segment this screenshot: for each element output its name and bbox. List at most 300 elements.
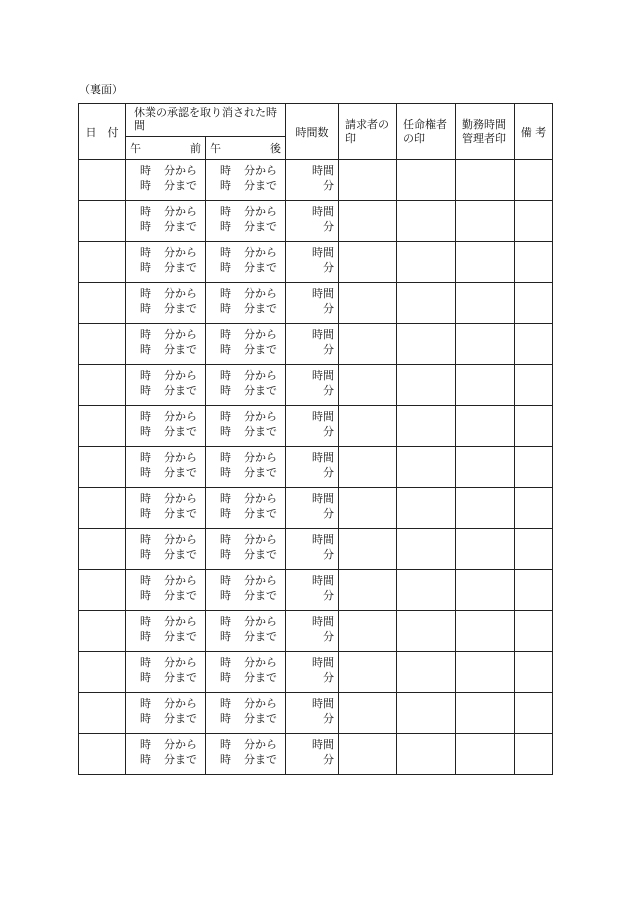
remarks-cell[interactable]: [515, 406, 553, 447]
hour-label: 時: [220, 630, 231, 643]
manager-seal-cell[interactable]: [456, 611, 515, 652]
hour-label: 時: [140, 179, 151, 192]
from-label: 分から: [244, 451, 277, 464]
am-time-cell[interactable]: [126, 693, 206, 734]
manager-seal-cell[interactable]: [456, 693, 515, 734]
to-label: 分まで: [164, 179, 197, 192]
to-label: 分まで: [244, 589, 277, 602]
table-row: [79, 488, 553, 529]
requester-seal-cell[interactable]: [339, 652, 397, 693]
pm-time-cell[interactable]: [206, 570, 286, 611]
table-row: [79, 365, 553, 406]
hours-cell[interactable]: [286, 734, 339, 775]
requester-seal-cell[interactable]: [339, 283, 397, 324]
to-label: 分まで: [164, 261, 197, 274]
header-appointer-seal: 任命権者の印: [397, 104, 456, 160]
hour-label: 時: [220, 656, 231, 669]
requester-seal-cell[interactable]: [339, 406, 397, 447]
requester-seal-cell[interactable]: [339, 570, 397, 611]
am-time-cell[interactable]: [126, 488, 206, 529]
remarks-cell[interactable]: [515, 283, 553, 324]
date-cell[interactable]: [79, 529, 126, 570]
remarks-cell[interactable]: [515, 734, 553, 775]
table-row: [79, 529, 553, 570]
remarks-cell[interactable]: [515, 201, 553, 242]
hours-unit: 時間: [312, 164, 334, 177]
table-row: [79, 693, 553, 734]
to-label: 分まで: [164, 343, 197, 356]
hour-label: 時: [140, 712, 151, 725]
header-remarks: 備 考: [515, 104, 553, 160]
minutes-unit: 分: [323, 712, 334, 725]
pm-time-cell[interactable]: [206, 529, 286, 570]
am-time-cell[interactable]: [126, 406, 206, 447]
hour-label: 時: [220, 712, 231, 725]
requester-seal-cell[interactable]: [339, 734, 397, 775]
minutes-unit: 分: [323, 343, 334, 356]
pm-time-cell[interactable]: [206, 160, 286, 201]
header-pm-2: 後: [270, 142, 281, 155]
to-label: 分まで: [164, 589, 197, 602]
requester-seal-cell[interactable]: [339, 160, 397, 201]
pm-time-cell[interactable]: [206, 611, 286, 652]
hours-unit: 時間: [312, 205, 334, 218]
header-am-1: 午: [130, 142, 141, 155]
requester-seal-cell[interactable]: [339, 242, 397, 283]
from-label: 分から: [164, 533, 197, 546]
pm-time-cell[interactable]: [206, 201, 286, 242]
from-label: 分から: [164, 410, 197, 423]
hour-label: 時: [220, 697, 231, 710]
from-label: 分から: [164, 287, 197, 300]
appointer-seal-cell[interactable]: [397, 652, 456, 693]
pm-time-cell[interactable]: [206, 324, 286, 365]
to-label: 分まで: [164, 384, 197, 397]
from-label: 分から: [244, 492, 277, 505]
am-time-cell[interactable]: [126, 365, 206, 406]
hour-label: 時: [140, 671, 151, 684]
to-label: 分まで: [244, 671, 277, 684]
from-label: 分から: [244, 533, 277, 546]
leave-cancellation-table: [78, 103, 553, 775]
minutes-unit: 分: [323, 589, 334, 602]
minutes-unit: 分: [323, 671, 334, 684]
from-label: 分から: [244, 205, 277, 218]
remarks-cell[interactable]: [515, 160, 553, 201]
hour-label: 時: [140, 589, 151, 602]
minutes-unit: 分: [323, 548, 334, 561]
hour-label: 時: [220, 220, 231, 233]
appointer-seal-cell[interactable]: [397, 324, 456, 365]
to-label: 分まで: [244, 220, 277, 233]
header-pm-1: 午: [210, 142, 221, 155]
hour-label: 時: [220, 328, 231, 341]
requester-seal-cell[interactable]: [339, 324, 397, 365]
am-time-cell[interactable]: [126, 529, 206, 570]
pm-time-cell[interactable]: [206, 365, 286, 406]
to-label: 分まで: [164, 425, 197, 438]
from-label: 分から: [244, 164, 277, 177]
appointer-seal-cell[interactable]: [397, 611, 456, 652]
date-cell[interactable]: [79, 693, 126, 734]
hours-cell[interactable]: [286, 652, 339, 693]
remarks-cell[interactable]: [515, 611, 553, 652]
hour-label: 時: [220, 410, 231, 423]
remarks-cell[interactable]: [515, 447, 553, 488]
remarks-cell[interactable]: [515, 242, 553, 283]
hour-label: 時: [220, 179, 231, 192]
am-time-cell[interactable]: [126, 570, 206, 611]
hour-label: 時: [220, 261, 231, 274]
requester-seal-cell[interactable]: [339, 488, 397, 529]
am-time-cell[interactable]: [126, 734, 206, 775]
to-label: 分まで: [244, 466, 277, 479]
to-label: 分まで: [244, 753, 277, 766]
from-label: 分から: [164, 369, 197, 382]
hour-label: 時: [140, 615, 151, 628]
date-cell[interactable]: [79, 242, 126, 283]
hour-label: 時: [140, 287, 151, 300]
hour-label: 時: [220, 287, 231, 300]
table-row: [79, 283, 553, 324]
hour-label: 時: [220, 164, 231, 177]
date-cell[interactable]: [79, 734, 126, 775]
table-row: [79, 406, 553, 447]
header-am: [126, 137, 206, 160]
table-row: [79, 242, 553, 283]
manager-seal-cell[interactable]: [456, 365, 515, 406]
appointer-seal-cell[interactable]: [397, 570, 456, 611]
to-label: 分まで: [244, 425, 277, 438]
hours-cell[interactable]: [286, 406, 339, 447]
from-label: 分から: [164, 615, 197, 628]
hours-unit: 時間: [312, 533, 334, 546]
hours-cell[interactable]: [286, 488, 339, 529]
am-time-cell[interactable]: [126, 160, 206, 201]
to-label: 分まで: [244, 630, 277, 643]
minutes-unit: 分: [323, 179, 334, 192]
to-label: 分まで: [164, 712, 197, 725]
hours-unit: 時間: [312, 451, 334, 464]
manager-seal-cell[interactable]: [456, 242, 515, 283]
minutes-unit: 分: [323, 261, 334, 274]
hours-cell[interactable]: [286, 365, 339, 406]
hour-label: 時: [140, 302, 151, 315]
to-label: 分まで: [244, 343, 277, 356]
table-row: [79, 734, 553, 775]
from-label: 分から: [244, 697, 277, 710]
pm-time-cell[interactable]: [206, 652, 286, 693]
to-label: 分まで: [164, 671, 197, 684]
manager-seal-cell[interactable]: [456, 652, 515, 693]
pm-time-cell[interactable]: [206, 242, 286, 283]
hour-label: 時: [140, 343, 151, 356]
manager-seal-cell[interactable]: [456, 283, 515, 324]
to-label: 分まで: [244, 302, 277, 315]
pm-time-cell[interactable]: [206, 447, 286, 488]
hour-label: 時: [140, 574, 151, 587]
hour-label: 時: [140, 164, 151, 177]
from-label: 分から: [164, 697, 197, 710]
remarks-cell[interactable]: [515, 324, 553, 365]
appointer-seal-cell[interactable]: [397, 693, 456, 734]
hours-cell[interactable]: [286, 242, 339, 283]
minutes-unit: 分: [323, 384, 334, 397]
table-row: [79, 611, 553, 652]
hour-label: 時: [220, 574, 231, 587]
from-label: 分から: [244, 738, 277, 751]
requester-seal-cell[interactable]: [339, 693, 397, 734]
hour-label: 時: [140, 328, 151, 341]
hour-label: 時: [220, 343, 231, 356]
pm-time-cell[interactable]: [206, 283, 286, 324]
hour-label: 時: [140, 246, 151, 259]
header-am-2: 前: [190, 142, 201, 155]
header-pm: [206, 137, 286, 160]
hour-label: 時: [140, 697, 151, 710]
appointer-seal-cell[interactable]: [397, 447, 456, 488]
hour-label: 時: [140, 410, 151, 423]
to-label: 分まで: [164, 548, 197, 561]
date-cell[interactable]: [79, 283, 126, 324]
manager-seal-cell[interactable]: [456, 406, 515, 447]
am-time-cell[interactable]: [126, 447, 206, 488]
hours-unit: 時間: [312, 287, 334, 300]
hour-label: 時: [140, 656, 151, 669]
appointer-seal-cell[interactable]: [397, 283, 456, 324]
hour-label: 時: [220, 507, 231, 520]
hours-unit: 時間: [312, 328, 334, 341]
to-label: 分まで: [244, 548, 277, 561]
pm-time-cell[interactable]: [206, 693, 286, 734]
hour-label: 時: [220, 492, 231, 505]
hour-label: 時: [140, 533, 151, 546]
from-label: 分から: [244, 287, 277, 300]
hour-label: 時: [140, 369, 151, 382]
hour-label: 時: [140, 753, 151, 766]
hour-label: 時: [220, 615, 231, 628]
from-label: 分から: [244, 328, 277, 341]
hour-label: 時: [140, 507, 151, 520]
appointer-seal-cell[interactable]: [397, 201, 456, 242]
hours-cell[interactable]: [286, 529, 339, 570]
date-cell[interactable]: [79, 488, 126, 529]
table-row: [79, 160, 553, 201]
hour-label: 時: [220, 302, 231, 315]
from-label: 分から: [244, 656, 277, 669]
date-cell[interactable]: [79, 406, 126, 447]
from-label: 分から: [164, 451, 197, 464]
hour-label: 時: [140, 425, 151, 438]
header-date: 日 付: [79, 104, 126, 160]
to-label: 分まで: [244, 179, 277, 192]
minutes-unit: 分: [323, 425, 334, 438]
hours-unit: 時間: [312, 697, 334, 710]
from-label: 分から: [164, 492, 197, 505]
hour-label: 時: [220, 369, 231, 382]
hour-label: 時: [220, 466, 231, 479]
am-time-cell[interactable]: [126, 201, 206, 242]
table-row: [79, 201, 553, 242]
to-label: 分まで: [244, 261, 277, 274]
remarks-cell[interactable]: [515, 570, 553, 611]
hour-label: 時: [140, 261, 151, 274]
minutes-unit: 分: [323, 753, 334, 766]
to-label: 分まで: [244, 712, 277, 725]
hour-label: 時: [140, 220, 151, 233]
remarks-cell[interactable]: [515, 529, 553, 570]
manager-seal-cell[interactable]: [456, 324, 515, 365]
appointer-seal-cell[interactable]: [397, 406, 456, 447]
date-cell[interactable]: [79, 324, 126, 365]
hour-label: 時: [220, 671, 231, 684]
appointer-seal-cell[interactable]: [397, 734, 456, 775]
pm-time-cell[interactable]: [206, 406, 286, 447]
hour-label: 時: [220, 246, 231, 259]
header-hours: 時間数: [286, 104, 339, 160]
manager-seal-cell[interactable]: [456, 201, 515, 242]
date-cell[interactable]: [79, 652, 126, 693]
manager-seal-cell[interactable]: [456, 570, 515, 611]
hours-cell[interactable]: [286, 693, 339, 734]
manager-seal-cell[interactable]: [456, 529, 515, 570]
remarks-cell[interactable]: [515, 652, 553, 693]
date-cell[interactable]: [79, 365, 126, 406]
hours-cell[interactable]: [286, 283, 339, 324]
to-label: 分まで: [164, 507, 197, 520]
from-label: 分から: [164, 574, 197, 587]
manager-seal-cell[interactable]: [456, 160, 515, 201]
table-row: [79, 570, 553, 611]
minutes-unit: 分: [323, 630, 334, 643]
from-label: 分から: [164, 738, 197, 751]
hour-label: 時: [140, 205, 151, 218]
minutes-unit: 分: [323, 466, 334, 479]
hour-label: 時: [140, 630, 151, 643]
appointer-seal-cell[interactable]: [397, 160, 456, 201]
to-label: 分まで: [164, 630, 197, 643]
from-label: 分から: [164, 328, 197, 341]
remarks-cell[interactable]: [515, 365, 553, 406]
hour-label: 時: [220, 384, 231, 397]
date-cell[interactable]: [79, 201, 126, 242]
hour-label: 時: [220, 753, 231, 766]
from-label: 分から: [244, 615, 277, 628]
pm-time-cell[interactable]: [206, 734, 286, 775]
manager-seal-cell[interactable]: [456, 447, 515, 488]
hours-cell[interactable]: [286, 201, 339, 242]
am-time-cell[interactable]: [126, 242, 206, 283]
manager-seal-cell[interactable]: [456, 734, 515, 775]
hours-unit: 時間: [312, 492, 334, 505]
hour-label: 時: [140, 384, 151, 397]
header-cancelled-time: 休業の承認を取り消された時間: [126, 104, 286, 137]
from-label: 分から: [244, 369, 277, 382]
hour-label: 時: [220, 738, 231, 751]
appointer-seal-cell[interactable]: [397, 242, 456, 283]
requester-seal-cell[interactable]: [339, 201, 397, 242]
from-label: 分から: [244, 246, 277, 259]
hours-cell[interactable]: [286, 160, 339, 201]
hours-unit: 時間: [312, 615, 334, 628]
date-cell[interactable]: [79, 570, 126, 611]
manager-seal-cell[interactable]: [456, 488, 515, 529]
appointer-seal-cell[interactable]: [397, 365, 456, 406]
date-cell[interactable]: [79, 160, 126, 201]
from-label: 分から: [164, 205, 197, 218]
from-label: 分から: [164, 164, 197, 177]
hour-label: 時: [220, 548, 231, 561]
hours-unit: 時間: [312, 656, 334, 669]
am-time-cell[interactable]: [126, 611, 206, 652]
to-label: 分まで: [164, 220, 197, 233]
from-label: 分から: [164, 246, 197, 259]
requester-seal-cell[interactable]: [339, 447, 397, 488]
table-row: [79, 324, 553, 365]
appointer-seal-cell[interactable]: [397, 488, 456, 529]
hours-unit: 時間: [312, 738, 334, 751]
hour-label: 時: [220, 451, 231, 464]
am-time-cell[interactable]: [126, 652, 206, 693]
to-label: 分まで: [244, 507, 277, 520]
header-requester-seal: 請求者の印: [339, 104, 397, 160]
minutes-unit: 分: [323, 507, 334, 520]
date-cell[interactable]: [79, 447, 126, 488]
to-label: 分まで: [164, 466, 197, 479]
hours-unit: 時間: [312, 246, 334, 259]
from-label: 分から: [244, 410, 277, 423]
minutes-unit: 分: [323, 302, 334, 315]
am-time-cell[interactable]: [126, 283, 206, 324]
table-row: [79, 447, 553, 488]
to-label: 分まで: [164, 302, 197, 315]
pm-time-cell[interactable]: [206, 488, 286, 529]
hours-unit: 時間: [312, 410, 334, 423]
hour-label: 時: [220, 425, 231, 438]
to-label: 分まで: [164, 753, 197, 766]
hours-cell[interactable]: [286, 611, 339, 652]
hour-label: 時: [220, 589, 231, 602]
date-cell[interactable]: [79, 611, 126, 652]
requester-seal-cell[interactable]: [339, 365, 397, 406]
hours-cell[interactable]: [286, 570, 339, 611]
appointer-seal-cell[interactable]: [397, 529, 456, 570]
hour-label: 時: [140, 738, 151, 751]
hours-unit: 時間: [312, 369, 334, 382]
hours-cell[interactable]: [286, 324, 339, 365]
remarks-cell[interactable]: [515, 488, 553, 529]
header-manager-seal: 勤務時間管理者印: [456, 104, 515, 160]
hour-label: 時: [220, 205, 231, 218]
hours-unit: 時間: [312, 574, 334, 587]
remarks-cell[interactable]: [515, 693, 553, 734]
hour-label: 時: [220, 533, 231, 546]
minutes-unit: 分: [323, 220, 334, 233]
hour-label: 時: [140, 548, 151, 561]
hour-label: 時: [140, 451, 151, 464]
table-row: [79, 652, 553, 693]
am-time-cell[interactable]: [126, 324, 206, 365]
from-label: 分から: [164, 656, 197, 669]
page-label: （裏面）: [79, 83, 123, 96]
from-label: 分から: [244, 574, 277, 587]
hour-label: 時: [140, 492, 151, 505]
hours-cell[interactable]: [286, 447, 339, 488]
requester-seal-cell[interactable]: [339, 611, 397, 652]
to-label: 分まで: [244, 384, 277, 397]
requester-seal-cell[interactable]: [339, 529, 397, 570]
hour-label: 時: [140, 466, 151, 479]
